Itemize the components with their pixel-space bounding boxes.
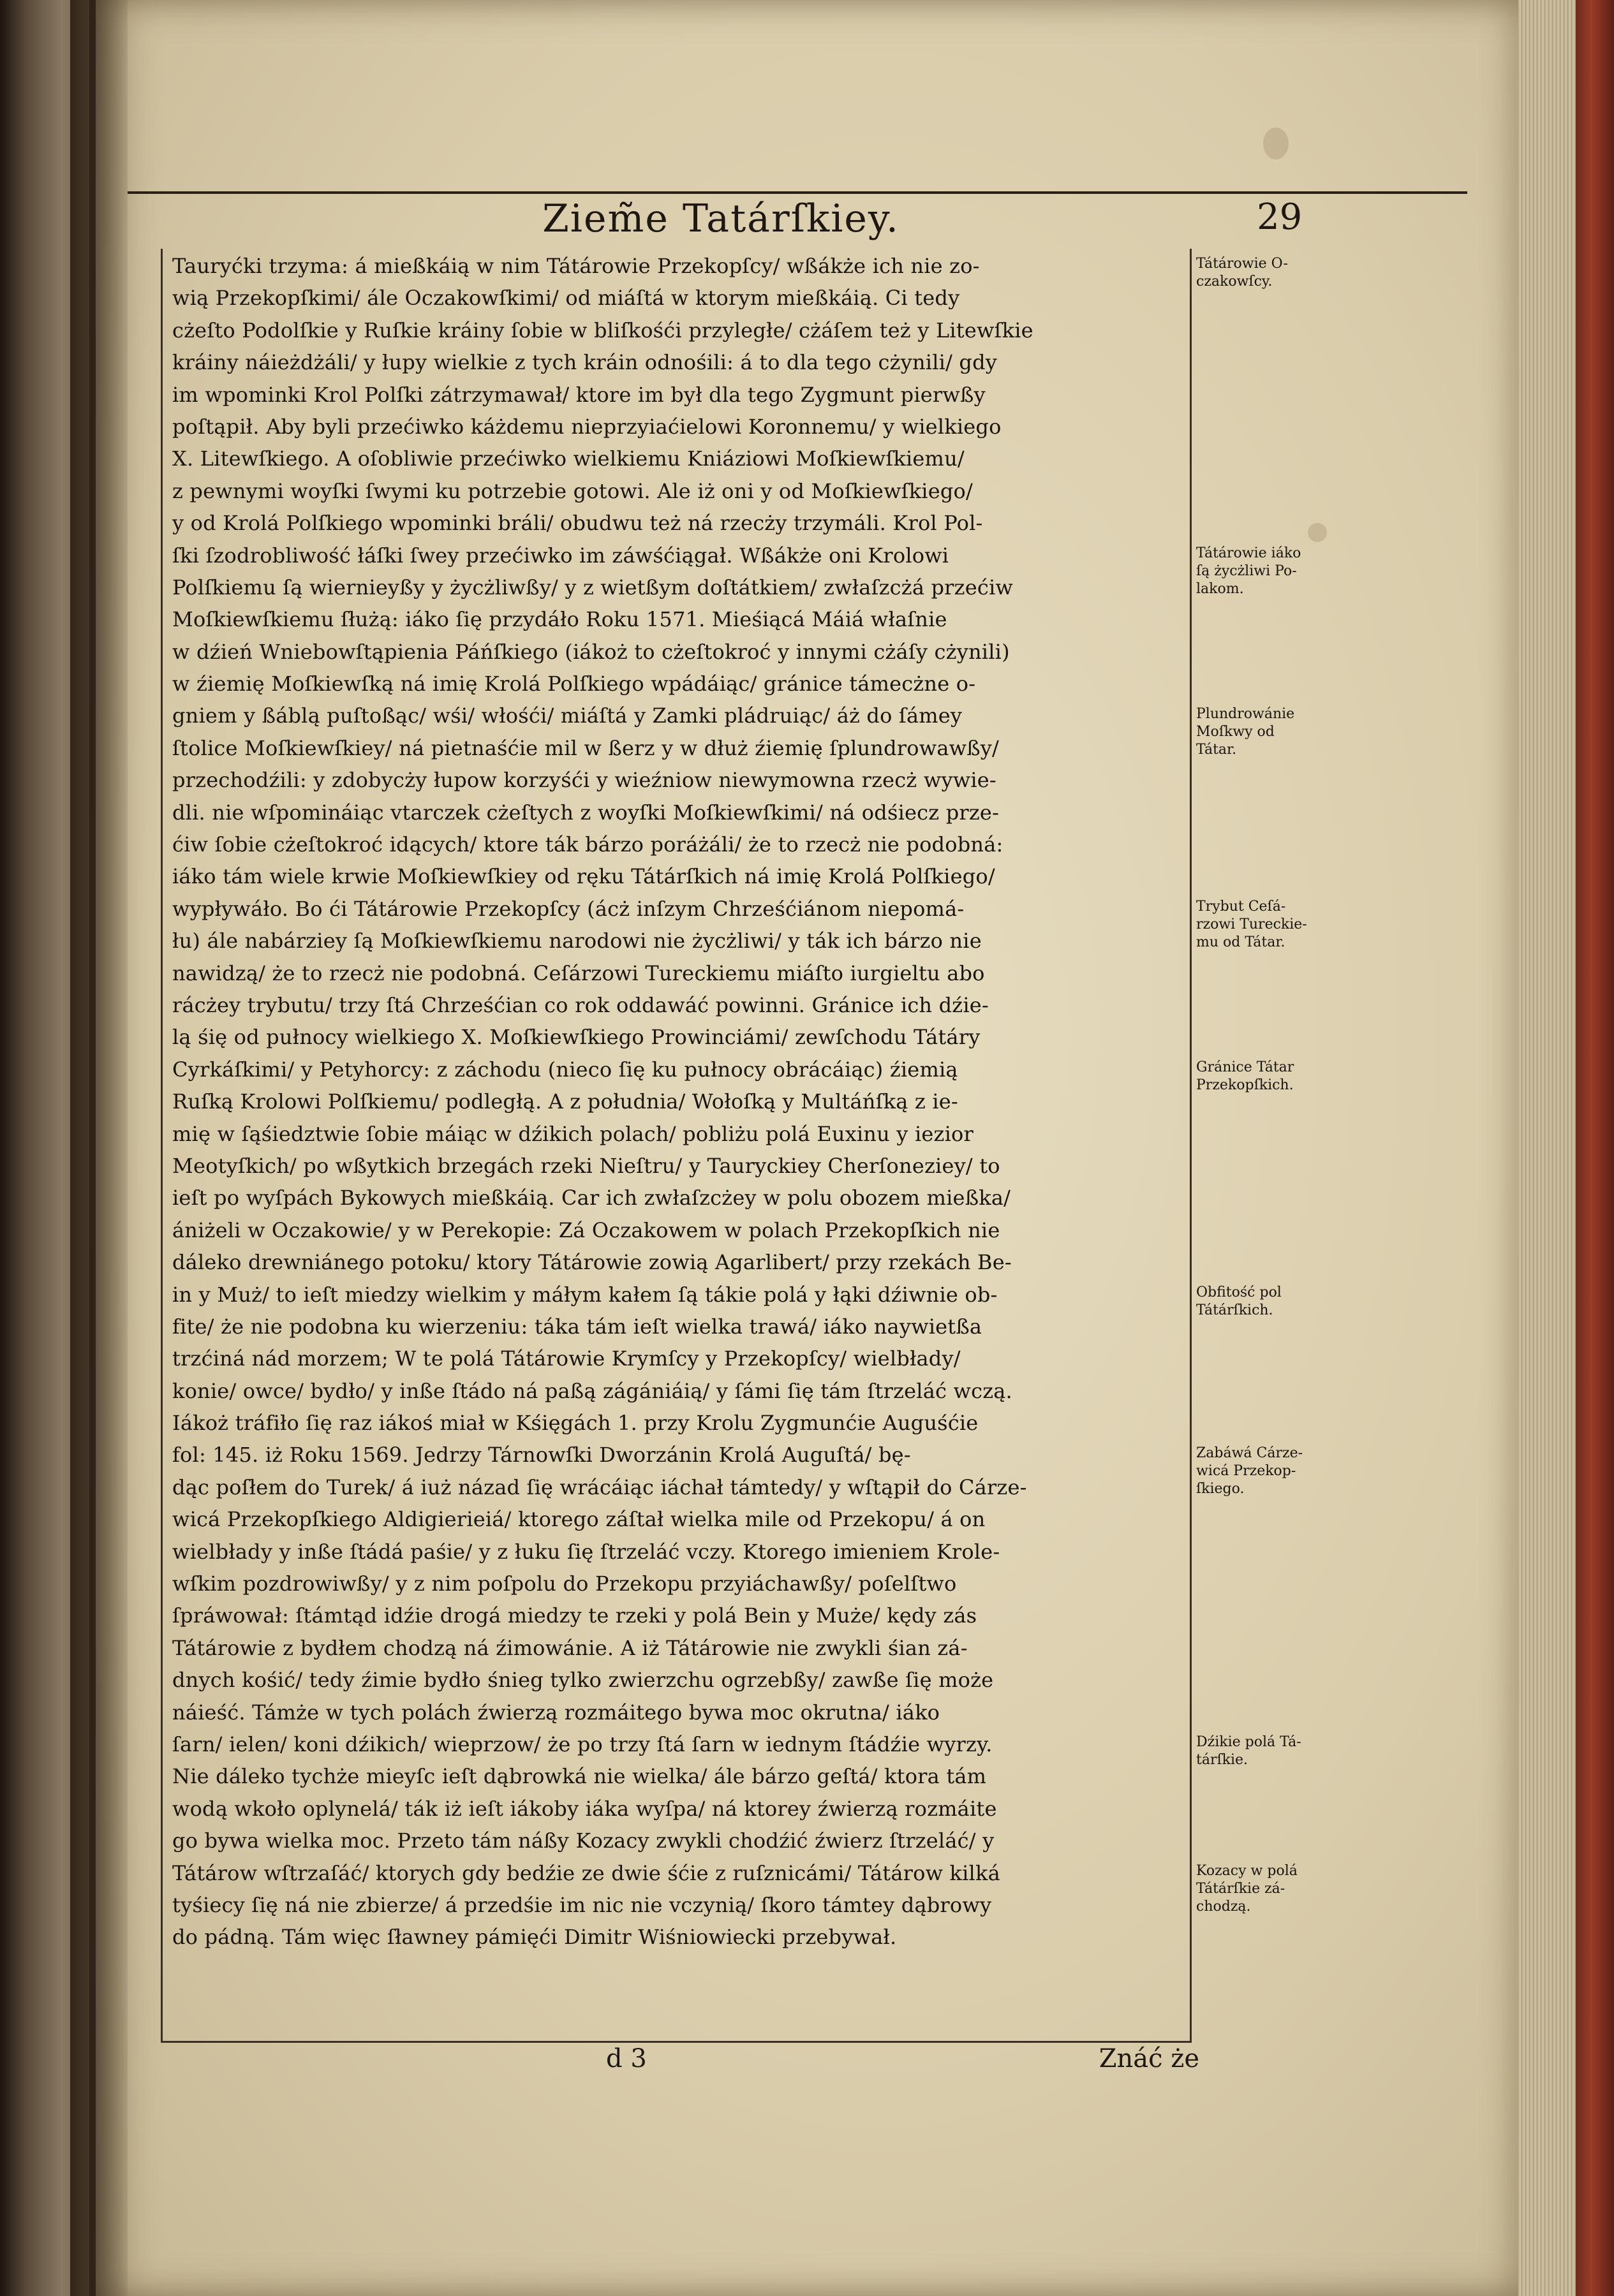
margin-note bbox=[1196, 1059, 1400, 1094]
margin-note-line: tárſkie. bbox=[1196, 1752, 1248, 1769]
margin-note-line: ſą życżliwi Po- bbox=[1196, 563, 1297, 579]
margin-note bbox=[1196, 1733, 1400, 1769]
text-line: in y Muż/ to ieſt miedzy wielkim y máłym kałem ſą tákie polá y łąki dźiwnie ob- bbox=[172, 1282, 998, 1307]
text-line: Tátárow wſtrzaſáć/ ktorych gdy bedźie ze dwie śćie z ruſznicámi/ Tátárow kilká bbox=[172, 1860, 1000, 1885]
text-line: dąc poſłem do Turek/ á iuż názad ſię wrácáiąc iáchał támtedy/ y wſtąpił do Cárze- bbox=[172, 1475, 1027, 1499]
text-line: wielbłady y inße ſtádá paśie/ y z łuku ſię ſtrzeláć vczy. Ktorego imieniem Krole- bbox=[172, 1539, 1000, 1564]
margin-note bbox=[1196, 1284, 1400, 1320]
text-line: mię w ſąśiedztwie ſobie máiąc w dźikich polach/ pobliżu polá Euxinu y iezior bbox=[172, 1121, 974, 1146]
margin-note bbox=[1196, 898, 1400, 952]
page-stain bbox=[1308, 523, 1327, 542]
margin-note-line: Gránice Tátar bbox=[1196, 1059, 1294, 1075]
text-line: łu) ále nabárziey ſą Moſkiewſkiemu narodowi nie życżliwi/ y ták ich bárzo nie bbox=[172, 929, 982, 953]
text-line: przechodźili: y zdobycży łupow korzyśći y wieźniow niewymowna rzecż wywie- bbox=[172, 768, 996, 793]
margin-note-line: Kozacy w polá bbox=[1196, 1863, 1298, 1879]
text-line: iáko tám wiele krwie Moſkiewſkiey od ręku Tátárſkich ná imię Krolá Polſkiego/ bbox=[172, 864, 995, 889]
text-line: z pewnymi woyſki ſwymi ku potrzebie gotowi. Ale iż oni y od Moſkiewſkiego/ bbox=[172, 478, 974, 503]
text-line: kráiny náieżdżáli/ y łupy wielkie z tych kráin odnośili: á to dla tego cżynili/ gdy bbox=[172, 350, 998, 375]
text-line: wypływáło. Bo ći Tátárowie Przekopſcy (ácż inſzym Chrześćiánom niepomá- bbox=[172, 896, 965, 921]
margin-note bbox=[1196, 1445, 1400, 1498]
text-line: fol: 145. iż Roku 1569. Jedrzy Tárnowſki Dworzánin Krolá Auguſtá/ bę- bbox=[172, 1443, 911, 1468]
margin-note-line: Trybut Ceſá- bbox=[1196, 899, 1286, 915]
margin-note bbox=[1196, 705, 1400, 759]
text-line: Meotyſkich/ po wßytkich brzegách rzeki Nieſtru/ y Tauryckiey Cherſoneziey/ to bbox=[172, 1153, 1000, 1178]
margin-note-line: chodzą. bbox=[1196, 1899, 1251, 1915]
text-line: ćiw ſobie cżeſtokroć idących/ ktore ták bárzo poráżáli/ że to rzecż nie podobná: bbox=[172, 832, 1003, 857]
margin-note-line: Dźikie polá Tá- bbox=[1196, 1734, 1301, 1751]
page-number: 29 bbox=[1257, 196, 1303, 238]
margin-note bbox=[1196, 545, 1400, 598]
text-line: wią Przekopſkimi/ ále Oczakowſkimi/ od miáſtá w ktorym mießkáią. Ci tedy bbox=[172, 286, 960, 311]
margin-note-line: Tátárowie iáko bbox=[1196, 545, 1301, 561]
text-line: trzćiná nád morzem; W te polá Tátárowie Krymſcy y Przekopſcy/ wielbłady/ bbox=[172, 1346, 961, 1371]
text-line: náieść. Támże w tych polách źwierzą rozmáitego bywa moc okrutna/ iáko bbox=[172, 1700, 940, 1725]
margin-note-line: Przekopſkich. bbox=[1196, 1077, 1294, 1093]
text-line: ſtolice Moſkiewſkiey/ ná pietnaśćie mil w ßerz y w dłuż źiemię ſplundrowawßy/ bbox=[172, 735, 1000, 760]
text-line: wſkim pozdrowiwßy/ y z nim poſpolu do Przekopu przyiáchawßy/ poſelſtwo bbox=[172, 1571, 957, 1596]
text-line: Nie dáleko tychże mieyſc ieſt dąbrowká nie wielka/ ále bárzo geſtá/ ktora tám bbox=[172, 1764, 987, 1789]
text-line: lą śię od pułnocy wielkiego X. Moſkiewſkiego Prowinciámi/ zewſchodu Tátáry bbox=[172, 1025, 981, 1050]
margin-note-line: Tátárſkich. bbox=[1196, 1302, 1273, 1318]
margin-note-line: rzowi Tureckie- bbox=[1196, 916, 1307, 932]
gutter-shadow bbox=[70, 0, 128, 2296]
margin-note-line: Obfitość pol bbox=[1196, 1284, 1282, 1300]
text-line: fite/ że nie podobna ku wierzeniu: táka tám ieſt wielka trawá/ iáko naywietßa bbox=[172, 1314, 982, 1339]
text-line: Iákoż tráfiło ſię raz iákoś miał w Kśięgách 1. przy Krolu Zygmunćie Auguśćie bbox=[172, 1411, 979, 1436]
text-line: cżeſto Podolſkie y Ruſkie kráiny ſobie w bliſkośći przyległe/ cżáſem też y Litewſkie bbox=[172, 318, 1033, 342]
text-line: wicá Przekopſkiego Aldigierieiá/ ktorego záſtał wielka mile od Przekopu/ á on bbox=[172, 1507, 986, 1532]
text-line: dáleko drewniánego potoku/ ktory Tátárowie zowią Agarlibert/ przy rzekách Be- bbox=[172, 1250, 1012, 1275]
text-line: im wpominki Krol Polſki zátrzymawał/ ktore im był dla tego Zygmunt pierwßy bbox=[172, 382, 986, 407]
body-text bbox=[172, 250, 1193, 1954]
text-line: w dźień Wniebowſtąpienia Páńſkiego (iákoż to cżeſtokroć y innymi cżáſy cżynili) bbox=[172, 639, 1010, 664]
running-head: Ziem̃e Tatárſkiey. bbox=[542, 196, 900, 241]
margin-note-line: ſkiego. bbox=[1196, 1480, 1245, 1497]
margin-note-line: Tátárſkie zá- bbox=[1196, 1881, 1285, 1897]
catchword: Znáć że bbox=[1099, 2044, 1199, 2073]
text-line: Ruſką Krolowi Polſkiemu/ podległą. A z południa/ Wołoſką y Multáńſką z ie- bbox=[172, 1089, 958, 1114]
page-stain bbox=[1263, 128, 1289, 159]
text-line: dnych kośić/ tedy źimie bydło śnieg tylko zwierzchu ogrzebßy/ zawße ſię może bbox=[172, 1668, 994, 1693]
text-line: ſki ſzodrobliwość łáſki ſwey przećiwko im záwśćiągał. Wßákże oni Krolowi bbox=[172, 543, 949, 568]
text-line: poſtąpił. Aby byli przećiwko káżdemu nieprzyiaćielowi Koronnemu/ y wielkiego bbox=[172, 414, 1002, 439]
text-line: Tátárowie z bydłem chodzą ná źimowánie. A iż Tátárowie nie zwykli śian zá- bbox=[172, 1635, 968, 1660]
text-line: tyśiecy ſię ná nie zbierze/ á przedśie im nic nie vczynią/ ſkoro támtey dąbrowy bbox=[172, 1892, 992, 1917]
margin-note bbox=[1196, 255, 1400, 291]
book-binding bbox=[1576, 0, 1614, 2296]
margin-note-line: Plundrowánie bbox=[1196, 705, 1295, 722]
text-line: ſarn/ ielen/ koni dźikich/ wieprzow/ że po trzy ſtá ſarn w iednym ſtádźie wyrzy. bbox=[172, 1732, 993, 1756]
margin-note-line: Moſkwy od bbox=[1196, 723, 1275, 740]
margin-note-line: Tátárowie O- bbox=[1196, 256, 1288, 272]
text-line: Polſkiemu ſą wiernieyßy y życżliwßy/ y z wietßym doſtátkiem/ zwłaſzcżá przećiw bbox=[172, 575, 1014, 600]
margin-note bbox=[1196, 1862, 1400, 1916]
margin-note-line: Zabáwá Cárze- bbox=[1196, 1445, 1303, 1461]
text-line: Cyrkáſkimi/ y Petyhorcy: z záchodu (nieco ſię ku pułnocy obrácáiąc) źiemią bbox=[172, 1057, 958, 1082]
margin-note-line: wicá Przekop- bbox=[1196, 1462, 1296, 1479]
text-line: y od Krolá Polſkiego wpominki bráli/ obudwu też ná rzecży trzymáli. Krol Pol- bbox=[172, 511, 983, 536]
margin-note-line: Tátar. bbox=[1196, 741, 1237, 758]
margin-note-line: mu od Tátar. bbox=[1196, 934, 1285, 950]
text-line: go bywa wielka moc. Przeto tám náßy Kozacy zwykli chodźić źwierz ſtrzeláć/ y bbox=[172, 1829, 995, 1853]
text-line: rácżey trybutu/ trzy ſtá Chrześćian co rok oddawáć powinni. Gránice ich dźie- bbox=[172, 992, 989, 1017]
text-line: ſpráwował: ſtámtąd idźie drogá miedzy te rzeki y polá Bein y Muże/ kędy zás bbox=[172, 1603, 977, 1628]
signature-mark: d 3 bbox=[606, 2044, 647, 2073]
text-line: nawidzą/ że to rzecż nie podobná. Ceſárzowi Tureckiemu miáſto iurgieltu abo bbox=[172, 960, 985, 985]
header-rule bbox=[128, 191, 1467, 194]
text-line: w źiemię Moſkiewſką ná imię Krolá Polſkiego wpádáiąc/ gránice támecżne o- bbox=[172, 672, 976, 696]
text-line: konie/ owce/ bydło/ y inße ſtádo ná paßą zágániáią/ y ſámi ſię tám ſtrzeláć wczą. bbox=[172, 1378, 1012, 1403]
text-line: do pádną. Tám więc ſławney pámięći Dimitr Wiśniowiecki przebywał. bbox=[172, 1925, 897, 1950]
text-line: dli. nie wſpomináiąc vtarczek cżeſtych z woyſki Moſkiewſkimi/ ná odśiecz prze- bbox=[172, 800, 1000, 825]
margin-note-line: czakowſcy. bbox=[1196, 274, 1273, 290]
text-line: wodą wkoło oplynelá/ ták iż ieſt iákoby iáka wyſpa/ ná ktorey źwierzą rozmáite bbox=[172, 1796, 997, 1821]
margin-note-line: lakom. bbox=[1196, 580, 1244, 597]
text-line: gniem y ßáblą puſtoßąc/ wśi/ włośći/ miáſtá y Zamki pládruiąc/ áż do ſámey bbox=[172, 703, 963, 728]
text-line: ániżeli w Oczakowie/ y w Perekopie: Zá Oczakowem w polach Przekopſkich nie bbox=[172, 1218, 1000, 1242]
text-line: Tauryćki trzyma: á mießkáią w nim Tátárowie Przekopſcy/ wßákże ich nie zo- bbox=[172, 254, 980, 278]
text-line: Moſkiewſkiemu ſłużą: iáko ſię przydáło Roku 1571. Mieśiącá Máiá właſnie bbox=[172, 607, 947, 632]
text-line: ieſt po wyſpách Bykowych mießkáią. Car ich zwłaſzcżey w polu obozem mießka/ bbox=[172, 1186, 1011, 1211]
text-line: X. Litewſkiego. A oſobliwie przećiwko wielkiemu Kniáziowi Moſkiewſkiemu/ bbox=[172, 446, 965, 471]
